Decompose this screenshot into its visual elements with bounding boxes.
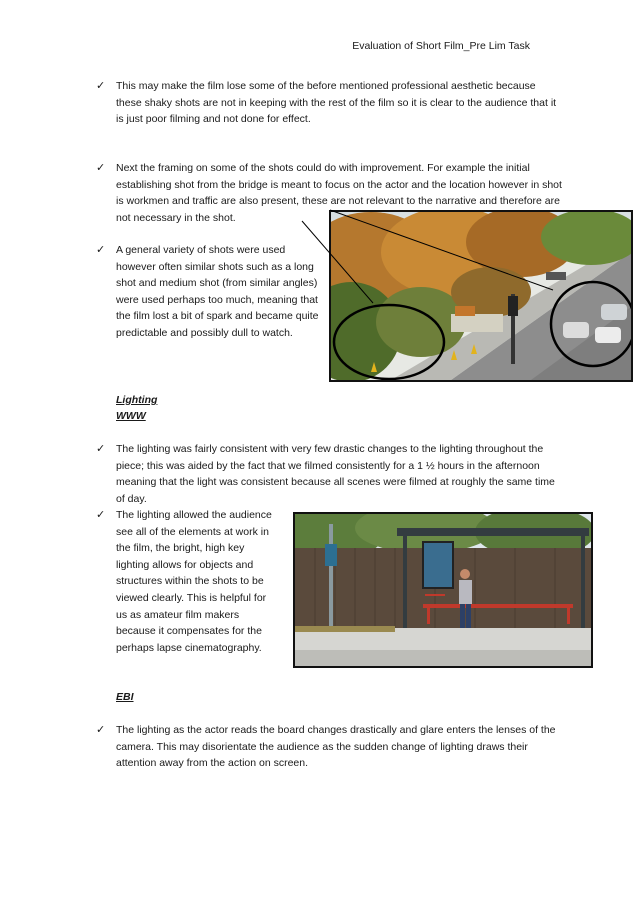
bullet-text: This may make the film lose some of the before mentioned professional aesthetic because these shaky shots are not in keeping with the rest of the film so it is clear to the audience that it is just poor filming and not done for effect. [116,80,557,126]
bullet-text: Next the framing on some of the shots could do with improvement. For example the initial establishing shot from the bridge is meant to focus on the actor and the location however in shot is workmen and traffic are also present, these are not relevant to the narrative and therefore are not necessary in the shot. [116,162,562,224]
section-heading-ebi: EBI [116,691,134,703]
section-heading-www: WWW [116,410,146,422]
bullet-text: The lighting as the actor reads the board changes drastically and glare enters the lenses of the camera. This may disorientate the audience as the sudden change of lighting draws their attention away from the action on screen. [116,724,556,770]
bullet-text: The lighting was fairly consistent with very few drastic changes to the lighting throughout the piece; this was aided by the fact that we filmed consistently for a 1 ½ hours in the afternoon meaning that the light was consistent because all scenes were filmed at roughly the same time of day. [116,443,555,505]
check-mark-icon: ✓ [96,244,106,256]
section-heading-lighting: Lighting [116,394,158,406]
check-mark-icon: ✓ [96,80,106,92]
check-mark-icon: ✓ [96,509,106,521]
bus-shelter-photo [293,512,593,668]
bus-shelter-image [295,514,591,666]
check-mark-icon: ✓ [96,443,106,455]
page-header: Evaluation of Short Film_Pre Lim Task [352,40,530,52]
bullet-text: The lighting allowed the audience see all of the elements at work in the film, the bright, high key lighting allows for objects and structures within the shots to be viewed clearly. This is helpful for us as amateur film makers because it compensates for the perhaps lapse cinematography. [116,509,272,654]
check-mark-icon: ✓ [96,724,106,736]
check-mark-icon: ✓ [96,162,106,174]
bullet-text: A general variety of shots were used however often similar shots such as a long shot and medium shot (from similar angles) were used perhaps too much, meaning that the film lost a bit of spark and became quite predictable and possibly dull to watch. [116,244,319,339]
